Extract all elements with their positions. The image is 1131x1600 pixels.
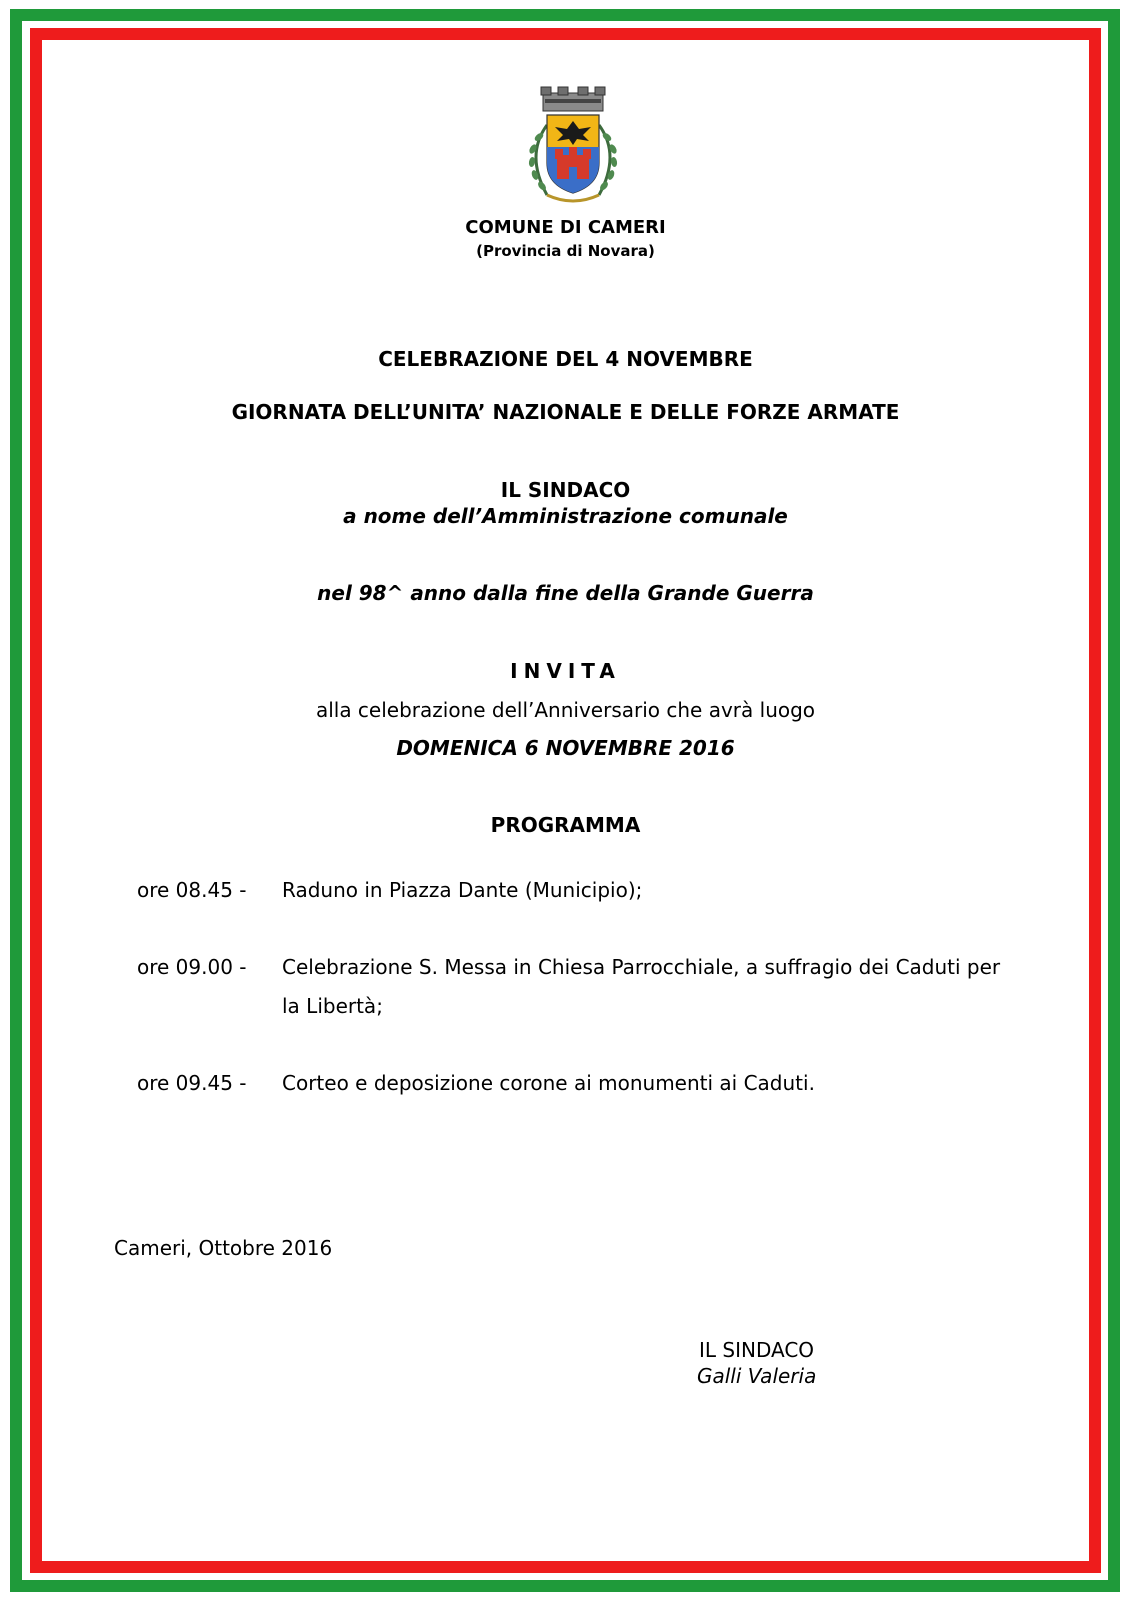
program-item-time: ore 09.45 -: [137, 1071, 247, 1095]
event-date: DOMENICA 6 NOVEMBRE 2016: [396, 736, 735, 760]
municipal-crest-icon: [517, 85, 629, 213]
sender-title: IL SINDACO: [500, 478, 631, 502]
invitation-text: alla celebrazione dell’Anniversario che avrà luogo: [315, 698, 816, 722]
signature-name: Galli Valeria: [697, 1364, 817, 1388]
signature-title: IL SINDACO: [699, 1338, 815, 1362]
program-item-desc: Corteo e deposizione corone ai monumenti ai Caduti.: [282, 1071, 815, 1095]
invita-heading: INVITA: [510, 659, 621, 683]
celebration-title: CELEBRAZIONE DEL 4 NOVEMBRE: [378, 347, 753, 371]
comune-title: COMUNE DI CAMERI: [465, 217, 666, 238]
program-item-desc: Celebrazione S. Messa in Chiesa Parrocchiale, a suffragio dei Caduti per la Libertà;: [282, 955, 1001, 1018]
program-item-desc: Raduno in Piazza Dante (Municipio);: [282, 878, 643, 902]
anniversary-line: nel 98^ anno dalla fine della Grande Guerra: [317, 581, 814, 605]
program-item-time: ore 09.00 -: [137, 955, 247, 979]
giornata-title: GIORNATA DELL’UNITA’ NAZIONALE E DELLE FORZE ARMATE: [231, 400, 900, 424]
program-item-time: ore 08.45 -: [137, 878, 247, 902]
place-date: Cameri, Ottobre 2016: [114, 1236, 333, 1260]
programma-heading: PROGRAMMA: [490, 813, 641, 837]
sender-subtitle: a nome dell’Amministrazione comunale: [343, 504, 788, 528]
provincia-subtitle: (Provincia di Novara): [476, 242, 655, 260]
